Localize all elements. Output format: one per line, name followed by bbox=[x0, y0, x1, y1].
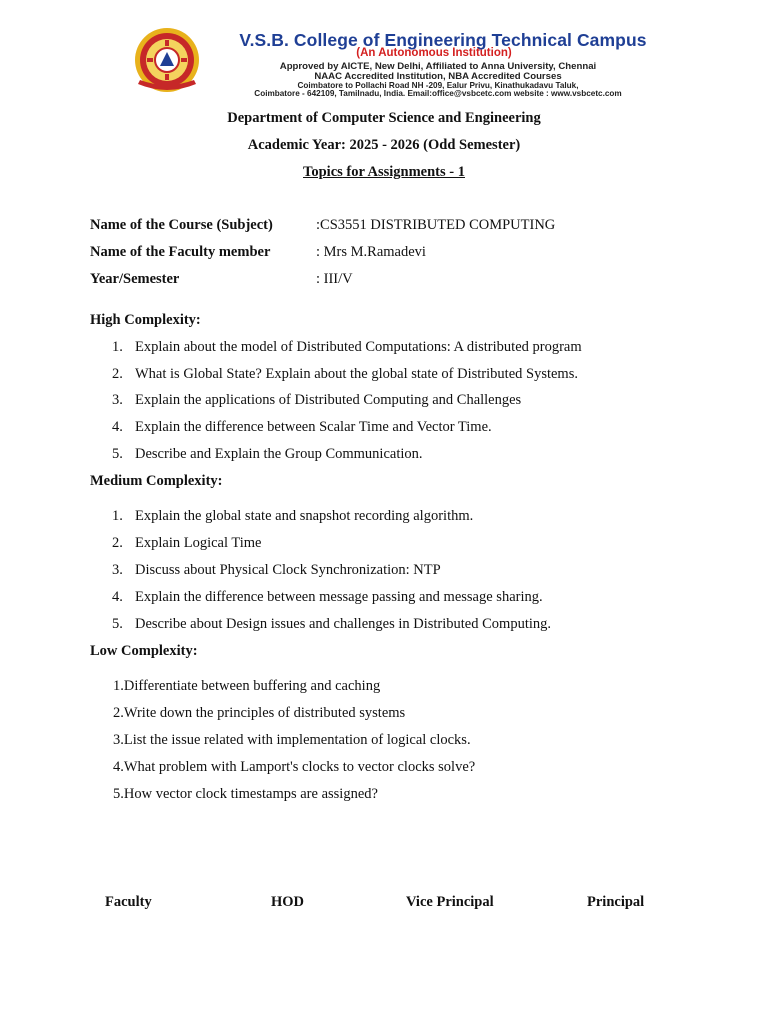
address-line-1: Coimbatore to Pollachi Road NH -209, Ealur Privu, Kinathukadavu Taluk, bbox=[297, 80, 579, 90]
list-item: Explain the difference between message passing and message sharing. bbox=[135, 589, 543, 605]
faculty-label: Name of the Faculty member bbox=[90, 244, 271, 260]
list-item: Describe and Explain the Group Communication. bbox=[135, 446, 423, 462]
list-item: Explain the applications of Distributed Computing and Challenges bbox=[135, 392, 522, 408]
signature-hod: HOD bbox=[271, 894, 305, 910]
list-number: 4. bbox=[112, 589, 123, 605]
list-item: Explain the difference between Scalar Time and Vector Time. bbox=[135, 419, 492, 435]
list-number: 1. bbox=[112, 508, 123, 524]
accreditation-line: NAAC Accredited Institution, NBA Accredited Courses bbox=[314, 71, 562, 82]
course-value: :CS3551 DISTRIBUTED COMPUTING bbox=[316, 217, 556, 233]
academic-year-title: Academic Year: 2025 - 2026 (Odd Semester) bbox=[247, 137, 521, 153]
list-item: 3.List the issue related with implementation of logical clocks. bbox=[113, 732, 471, 748]
list-number: 5. bbox=[112, 616, 123, 632]
list-item: What is Global State? Explain about the global state of Distributed Systems. bbox=[135, 366, 578, 382]
list-item: Discuss about Physical Clock Synchronization: NTP bbox=[135, 562, 441, 578]
college-name: V.S.B. College of Engineering Technical Campus bbox=[239, 30, 647, 50]
autonomous-tagline: (An Autonomous Institution) bbox=[356, 47, 512, 59]
list-number: 1. bbox=[112, 339, 123, 355]
department-title: Department of Computer Science and Engineering bbox=[227, 110, 541, 126]
list-item: 4.What problem with Lamport's clocks to vector clocks solve? bbox=[113, 759, 476, 775]
year-value: : III/V bbox=[316, 271, 353, 287]
address-line-2: Coimbatore - 642109, Tamilnadu, India. Email:office@vsbcetc.com website : www.vsbcetc.com bbox=[254, 88, 622, 98]
college-seal-icon bbox=[128, 26, 206, 96]
signature-faculty: Faculty bbox=[105, 894, 152, 910]
list-item: Explain Logical Time bbox=[135, 535, 262, 551]
list-number: 3. bbox=[112, 562, 123, 578]
list-item: Explain about the model of Distributed Computations: A distributed program bbox=[135, 339, 582, 355]
list-item: 2.Write down the principles of distributed systems bbox=[113, 705, 406, 721]
approval-line: Approved by AICTE, New Delhi, Affiliated to Anna University, Chennai bbox=[279, 61, 597, 72]
signature-vice-principal: Vice Principal bbox=[406, 894, 494, 910]
course-label: Name of the Course (Subject) bbox=[90, 217, 273, 233]
list-number: 2. bbox=[112, 366, 123, 382]
list-item: 5.How vector clock timestamps are assigned? bbox=[113, 786, 378, 802]
list-number: 4. bbox=[112, 419, 123, 435]
year-label: Year/Semester bbox=[90, 271, 180, 287]
topics-title: Topics for Assignments - 1 bbox=[303, 164, 465, 180]
list-item: Explain the global state and snapshot recording algorithm. bbox=[135, 508, 474, 524]
list-number: 3. bbox=[112, 392, 123, 408]
list-item: Describe about Design issues and challenges in Distributed Computing. bbox=[135, 616, 551, 632]
list-item: 1.Differentiate between buffering and caching bbox=[113, 678, 381, 694]
faculty-value: : Mrs M.Ramadevi bbox=[316, 244, 426, 260]
low-complexity-heading: Low Complexity: bbox=[90, 643, 198, 659]
medium-complexity-heading: Medium Complexity: bbox=[90, 473, 223, 489]
list-number: 5. bbox=[112, 446, 123, 462]
high-complexity-heading: High Complexity: bbox=[90, 312, 201, 328]
list-number: 2. bbox=[112, 535, 123, 551]
signature-principal: Principal bbox=[587, 894, 645, 910]
